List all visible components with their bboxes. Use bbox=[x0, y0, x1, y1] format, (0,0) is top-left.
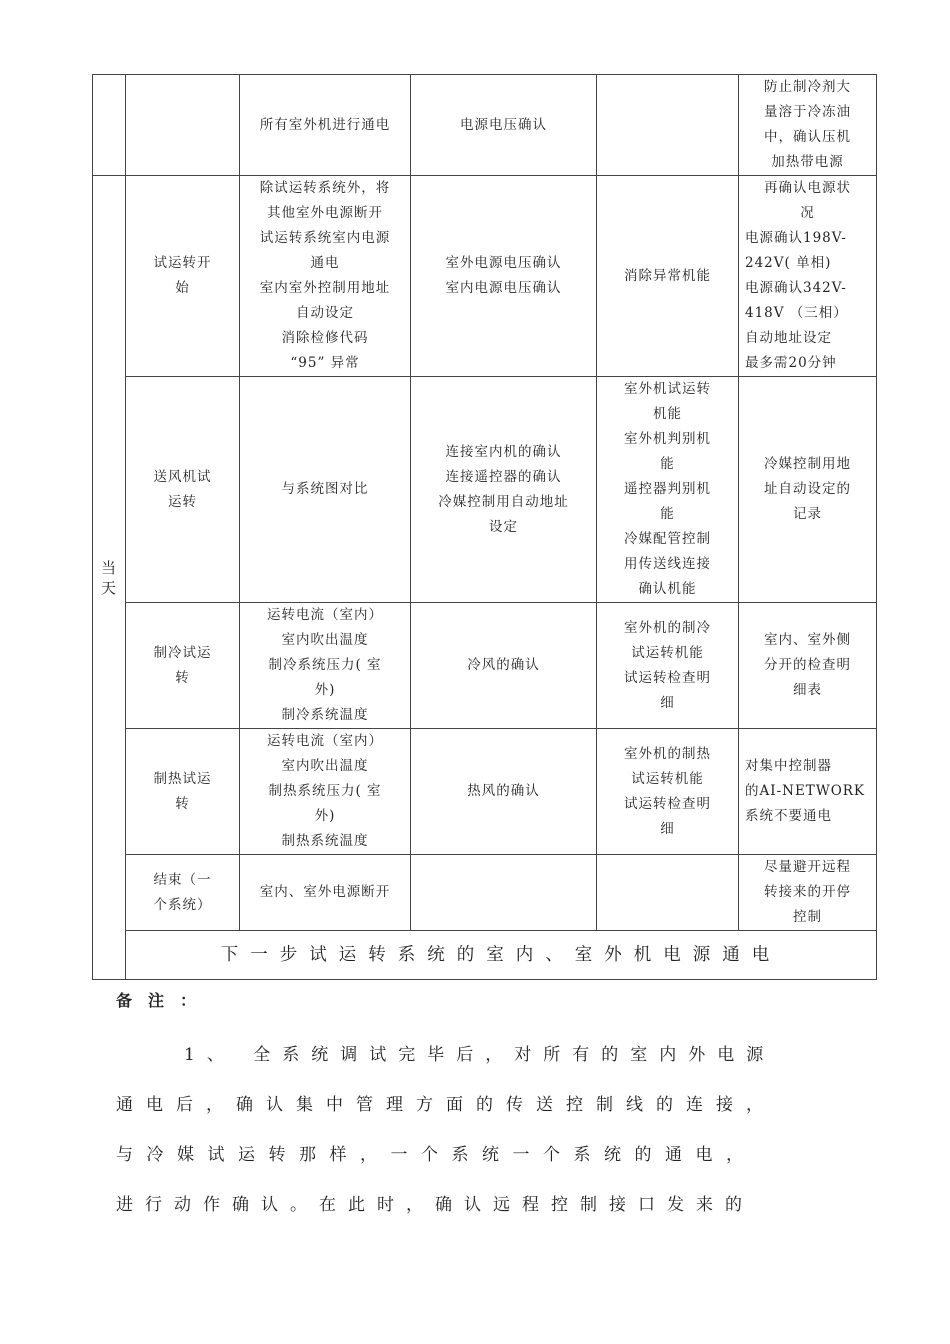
day-label-cell: 当 天 bbox=[93, 176, 126, 980]
remarks-line: 1、 全系统调试完毕后，对所有的室内外电源 bbox=[184, 1045, 776, 1065]
function-cell: 室外机的制冷 试运转机能 试运转检查明 细 bbox=[597, 603, 739, 729]
step-cell-empty bbox=[126, 75, 240, 176]
note-cell: 防止制冷剂大 量溶于冷冻油 中，确认压机 加热带电源 bbox=[739, 75, 877, 176]
step-cell: 制热试运 转 bbox=[126, 729, 240, 855]
remarks-line: 与冷媒试运转那样，一个系统一个系统的通电， bbox=[116, 1145, 757, 1165]
table-row-final bbox=[93, 931, 877, 980]
step-cell: 送风机试 运转 bbox=[126, 377, 240, 603]
table-row bbox=[93, 75, 877, 176]
work-cell: 运转电流（室内） 室内吹出温度 制冷系统压力( 室 外) 制冷系统温度 bbox=[240, 603, 411, 729]
test-run-table bbox=[92, 74, 877, 980]
work-cell: 运转电流（室内） 室内吹出温度 制热系统压力( 室 外) 制热系统温度 bbox=[240, 729, 411, 855]
function-cell-empty bbox=[597, 75, 739, 176]
note-cell: 冷媒控制用地 址自动设定的 记录 bbox=[739, 377, 877, 603]
next-step-text: 下一步试运转系统的室内、室外机电源通电 bbox=[126, 931, 877, 980]
function-cell: 室外机的制热 试运转机能 试运转检查明 细 bbox=[597, 729, 739, 855]
check-cell: 电源电压确认 bbox=[411, 75, 597, 176]
table-row bbox=[93, 603, 877, 729]
check-cell: 热风的确认 bbox=[411, 729, 597, 855]
work-cell: 所有室外机进行通电 bbox=[240, 75, 411, 176]
check-cell-empty bbox=[411, 855, 597, 931]
check-cell: 室外电源电压确认 室内电源电压确认 bbox=[411, 176, 597, 377]
table-row bbox=[93, 377, 877, 603]
function-cell: 室外机试运转 机能 室外机判别机 能 遥控器判别机 能 冷媒配管控制 用传送线连接 确认机能 bbox=[597, 377, 739, 603]
note-cell: 室内、室外侧 分开的检查明 细表 bbox=[739, 603, 877, 729]
check-cell: 冷风的确认 bbox=[411, 603, 597, 729]
function-cell-empty bbox=[597, 855, 739, 931]
remarks-line: 进行动作确认。在此时，确认远程控制接口发来的 bbox=[116, 1195, 754, 1215]
note-cell: 再确认电源状 况 电源确认198V- 242V( 单相) 电源确认342V- 418V （三相） 自动地址设定 最多需20分钟 bbox=[739, 176, 877, 377]
step-cell: 结束（一 个系统） bbox=[126, 855, 240, 931]
note-cell: 对集中控制器 的AI-NETWORK 系统不要通电 bbox=[739, 729, 877, 855]
remarks-heading: 备注： bbox=[116, 991, 213, 1010]
step-cell: 试运转开 始 bbox=[126, 176, 240, 377]
table-row bbox=[93, 855, 877, 931]
table-row bbox=[93, 176, 877, 377]
step-cell: 制冷试运 转 bbox=[126, 603, 240, 729]
note-cell: 尽量避开远程 转接来的开停 控制 bbox=[739, 855, 877, 931]
work-cell: 室内、室外电源断开 bbox=[240, 855, 411, 931]
day-cell-empty bbox=[93, 75, 126, 176]
remarks-line: 通电后，确认集中管理方面的传送控制线的连接， bbox=[116, 1095, 776, 1115]
check-cell: 连接室内机的确认 连接遥控器的确认 冷媒控制用自动地址 设定 bbox=[411, 377, 597, 603]
work-cell: 与系统图对比 bbox=[240, 377, 411, 603]
table-row bbox=[93, 729, 877, 855]
work-cell: 除试运转系统外，将 其他室外电源断开 试运转系统室内电源 通电 室内室外控制用地址 自动设定 消除检修代码 “95” 异常 bbox=[240, 176, 411, 377]
function-cell: 消除异常机能 bbox=[597, 176, 739, 377]
